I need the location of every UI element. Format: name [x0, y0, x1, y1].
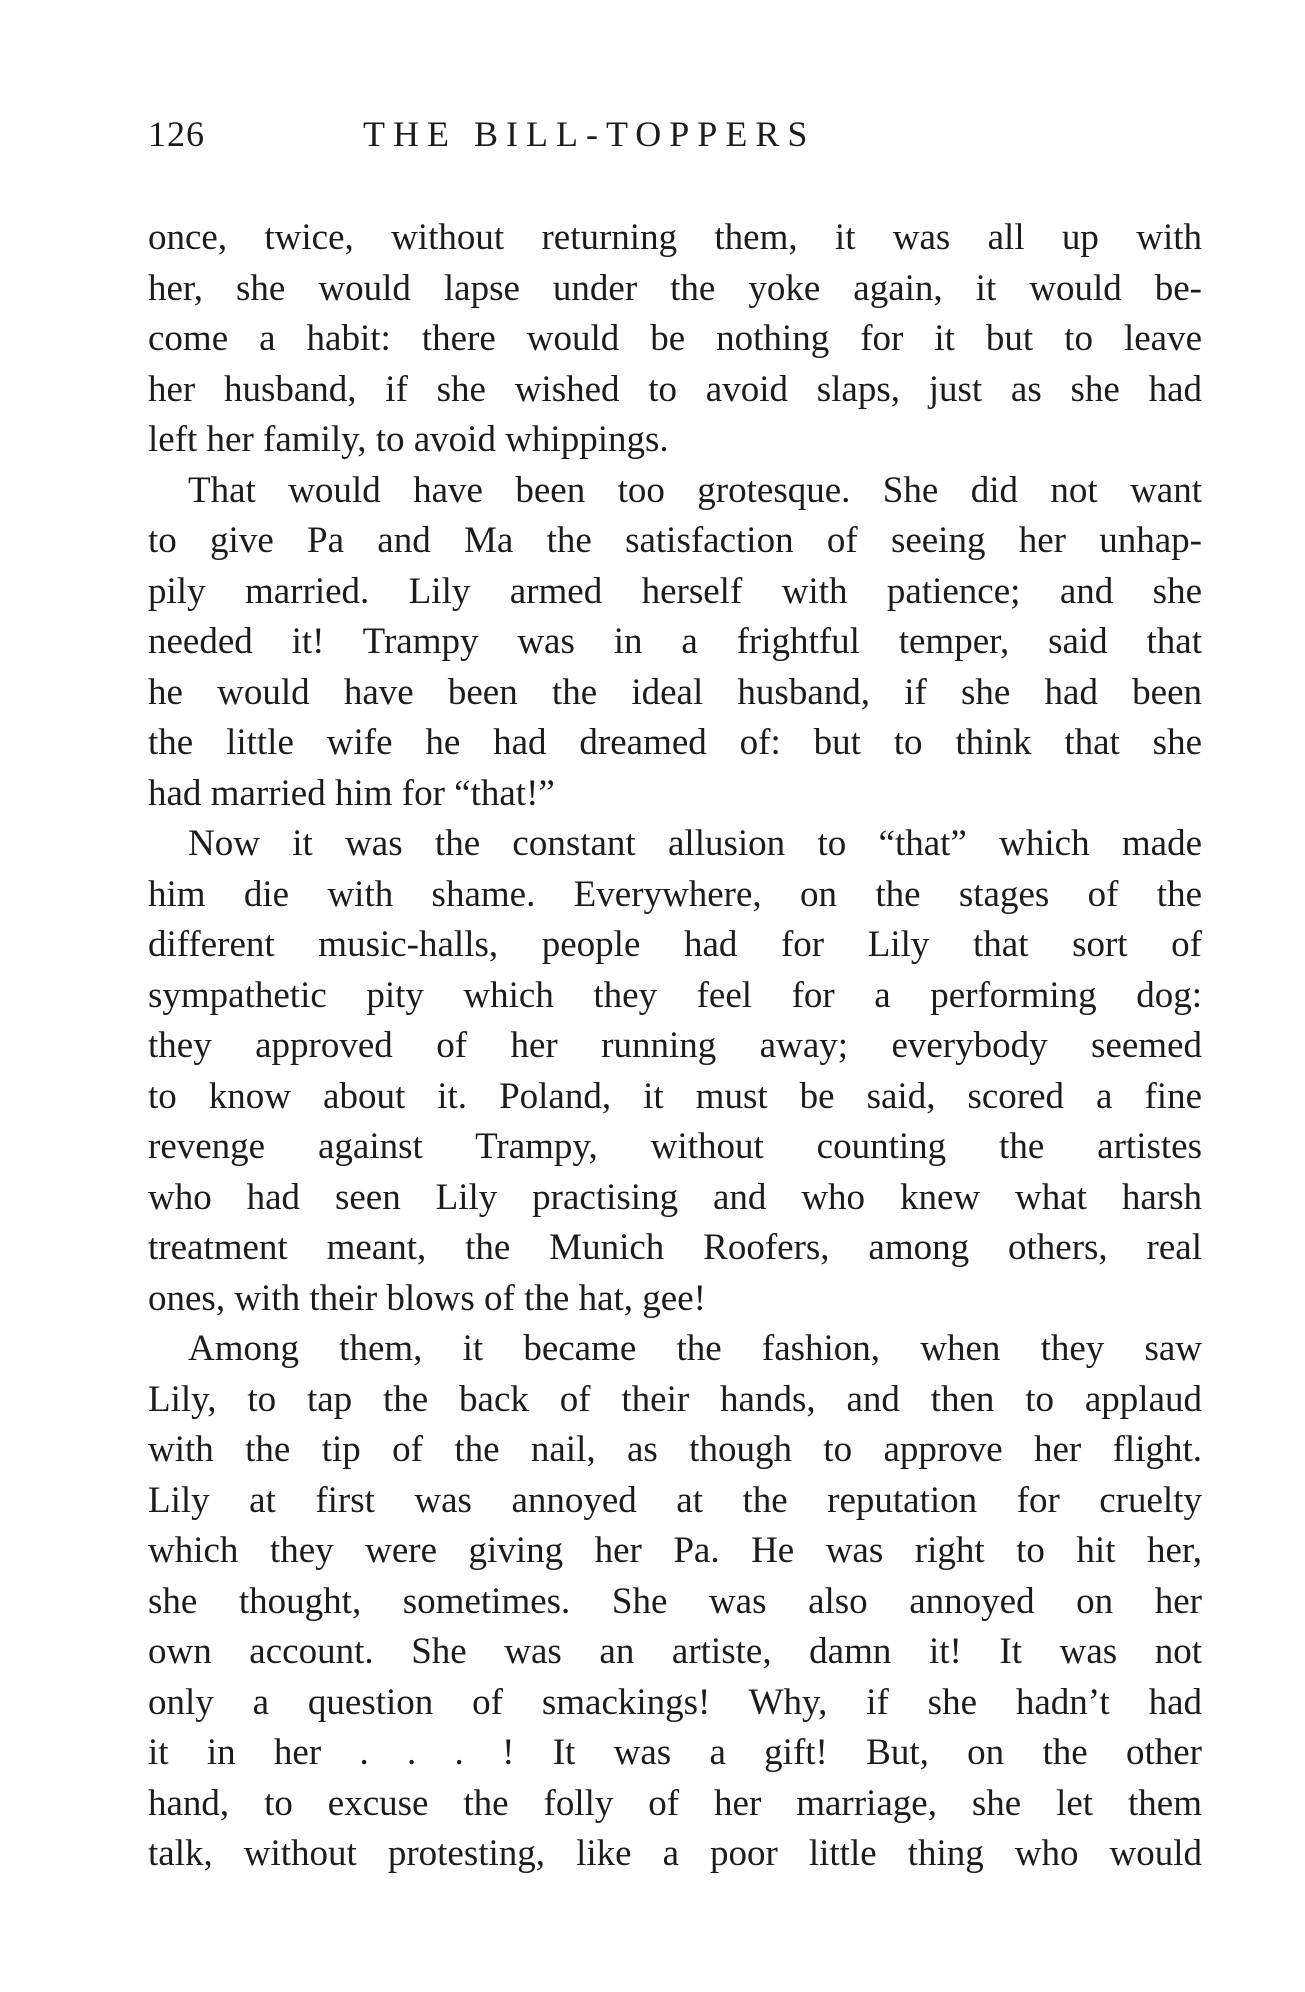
- running-title: THE BILL-TOPPERS: [363, 114, 816, 154]
- text-line: come a habit: there would be nothing for it but to leave: [148, 318, 1202, 359]
- text-line: ones, with their blows of the hat, gee!: [148, 1277, 706, 1319]
- text-line: she thought, sometimes. She was also annoyed on her: [148, 1580, 1202, 1622]
- text-line: who had seen Lily practising and who knew what harsh: [148, 1176, 1202, 1218]
- text-line: hand, to excuse the folly of her marriage, she let them: [148, 1782, 1202, 1824]
- paragraph-first-line: Among them, it became the fashion, when they saw: [188, 1328, 1202, 1369]
- text-line: the little wife he had dreamed of: but to think that she: [148, 722, 1202, 763]
- text-line: which they were giving her Pa. He was right to hit her,: [148, 1530, 1202, 1571]
- paragraph-first-line: That would have been too grotesque. She did not want: [188, 469, 1202, 511]
- text-line: Lily, to tap the back of their hands, and then to applaud: [148, 1378, 1202, 1420]
- text-line: her, she would lapse under the yoke again, it would be-: [148, 267, 1202, 309]
- text-line: revenge against Trampy, without counting the artistes: [148, 1126, 1202, 1167]
- text-line: treatment meant, the Munich Roofers, among others, real: [148, 1227, 1202, 1268]
- paragraph-first-line: Now it was the constant allusion to “that” which made: [188, 823, 1202, 864]
- text-line: it in her . . . ! It was a gift! But, on the other: [148, 1732, 1202, 1773]
- text-line: sympathetic pity which they feel for a performing dog:: [148, 974, 1202, 1016]
- text-line: pily married. Lily armed herself with patience; and she: [148, 570, 1202, 612]
- text-line: needed it! Trampy was in a frightful temper, said that: [148, 621, 1202, 662]
- text-line: only a question of smackings! Why, if she hadn’t had: [148, 1681, 1202, 1723]
- text-line: left her family, to avoid whippings.: [148, 419, 669, 460]
- text-line: different music-halls, people had for Lily that sort of: [148, 924, 1202, 965]
- text-line: they approved of her running away; everybody seemed: [148, 1025, 1202, 1066]
- text-line: to know about it. Poland, it must be said, scored a fine: [148, 1075, 1202, 1117]
- text-line: her husband, if she wished to avoid slaps, just as she had: [148, 368, 1202, 410]
- text-line: him die with shame. Everywhere, on the stages of the: [148, 873, 1202, 915]
- text-line: to give Pa and Ma the satisfaction of seeing her unhap-: [148, 520, 1202, 561]
- text-line: with the tip of the nail, as though to approve her flight.: [148, 1429, 1202, 1470]
- text-line: talk, without protesting, like a poor little thing who would: [148, 1833, 1202, 1874]
- text-line: he would have been the ideal husband, if she had been: [148, 671, 1202, 713]
- page-number: 126: [148, 114, 205, 154]
- text-line: had married him for “that!”: [148, 772, 555, 814]
- text-line: own account. She was an artiste, damn it! It was not: [148, 1631, 1202, 1672]
- text-line: Lily at first was annoyed at the reputation for cruelty: [148, 1479, 1202, 1521]
- body-text: [148, 213, 1202, 1880]
- text-line: once, twice, without returning them, it was all up with: [148, 217, 1202, 258]
- running-head: [148, 104, 1208, 164]
